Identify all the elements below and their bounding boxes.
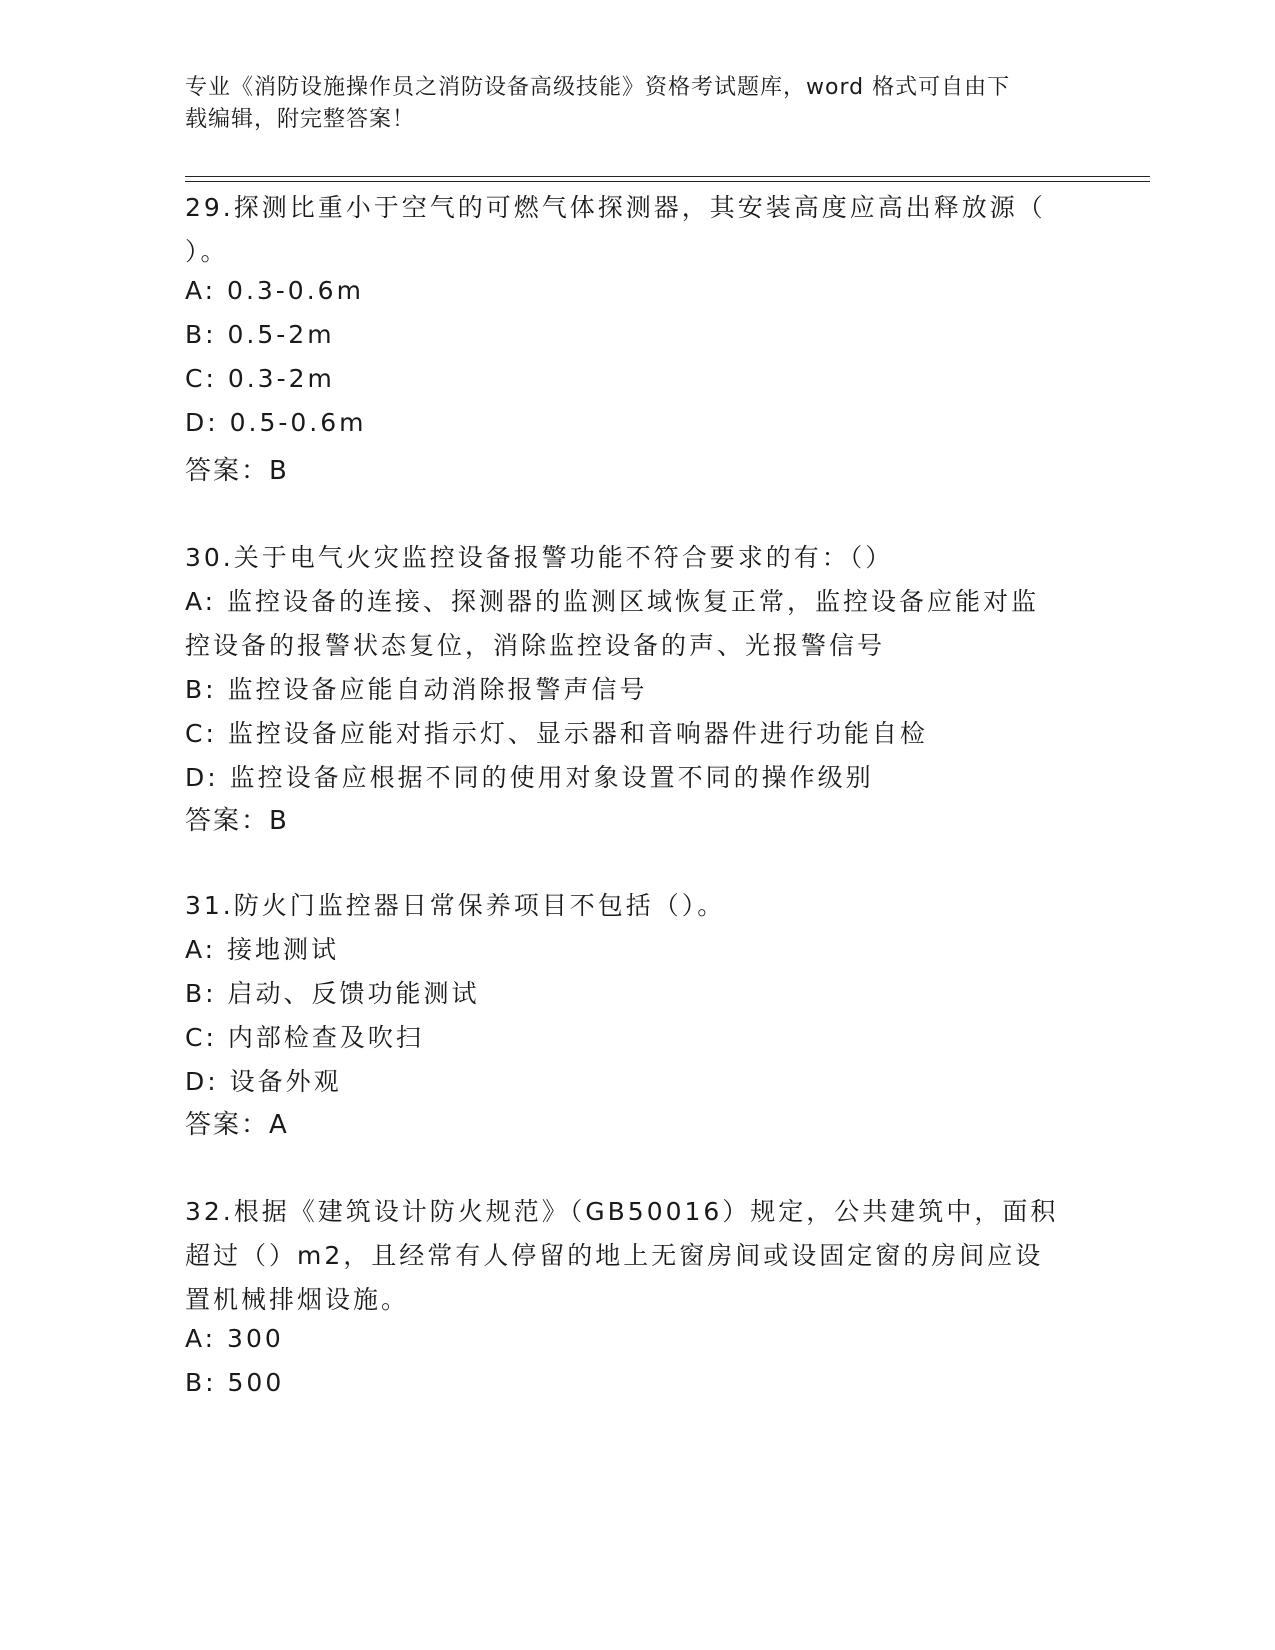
question-30-option-a-continued: 控设备的报警状态复位，消除监控设备的声、光报警信号 — [185, 631, 886, 660]
question-29-option-b: B: 0.5-2m — [185, 320, 335, 349]
header-line-1: 专业《消防设施操作员之消防设备高级技能》资格考试题库，word 格式可自由下 — [185, 75, 1011, 100]
document-header — [185, 72, 1065, 136]
question-29-stem-line-2: ）。 — [185, 237, 229, 266]
question-31-option-c: C: 内部检查及吹扫 — [185, 1023, 424, 1052]
question-29-option-a: A: 0.3-0.6m — [185, 276, 364, 305]
question-29-option-d: D: 0.5-0.6m — [185, 408, 367, 437]
header-line-2: 载编辑，附完整答案！ — [185, 107, 416, 132]
question-30-option-a: A: 监控设备的连接、探测器的监测区域恢复正常，监控设备应能对监 — [185, 587, 1040, 616]
question-29-option-c: C: 0.3-2m — [185, 364, 335, 393]
question-30-stem-line-1: 30.关于电气火灾监控设备报警功能不符合要求的有：（） — [185, 543, 894, 572]
question-30-option-c: C: 监控设备应能对指示灯、显示器和音响器件进行功能自检 — [185, 719, 928, 748]
question-32-stem-line-3: 置机械排烟设施。 — [185, 1285, 410, 1314]
question-32-option-b: B: 500 — [185, 1368, 285, 1397]
question-32-option-a: A: 300 — [185, 1324, 284, 1353]
header-divider-top — [185, 176, 1150, 177]
question-32-stem-line-2: 超过（）m2，且经常有人停留的地上无窗房间或设固定窗的房间应设 — [185, 1241, 1044, 1270]
question-31-option-a: A: 接地测试 — [185, 935, 340, 964]
question-31-option-b: B: 启动、反馈功能测试 — [185, 979, 480, 1008]
question-29-stem-line-1: 29.探测比重小于空气的可燃气体探测器，其安装高度应高出释放源（ — [185, 193, 1046, 222]
question-32-stem-line-1: 32.根据《建筑设计防火规范》（GB50016）规定，公共建筑中，面积 — [185, 1197, 1059, 1226]
question-29-answer: 答案：B — [185, 456, 289, 486]
question-30-option-d: D: 监控设备应根据不同的使用对象设置不同的操作级别 — [185, 763, 874, 792]
question-30-option-b: B: 监控设备应能自动消除报警声信号 — [185, 675, 648, 704]
question-31-answer: 答案：A — [185, 1110, 289, 1140]
question-30-answer: 答案：B — [185, 806, 289, 836]
question-31-stem-line-1: 31.防火门监控器日常保养项目不包括（）。 — [185, 891, 726, 920]
question-31-option-d: D: 设备外观 — [185, 1067, 342, 1096]
header-divider-bottom — [185, 181, 1150, 182]
